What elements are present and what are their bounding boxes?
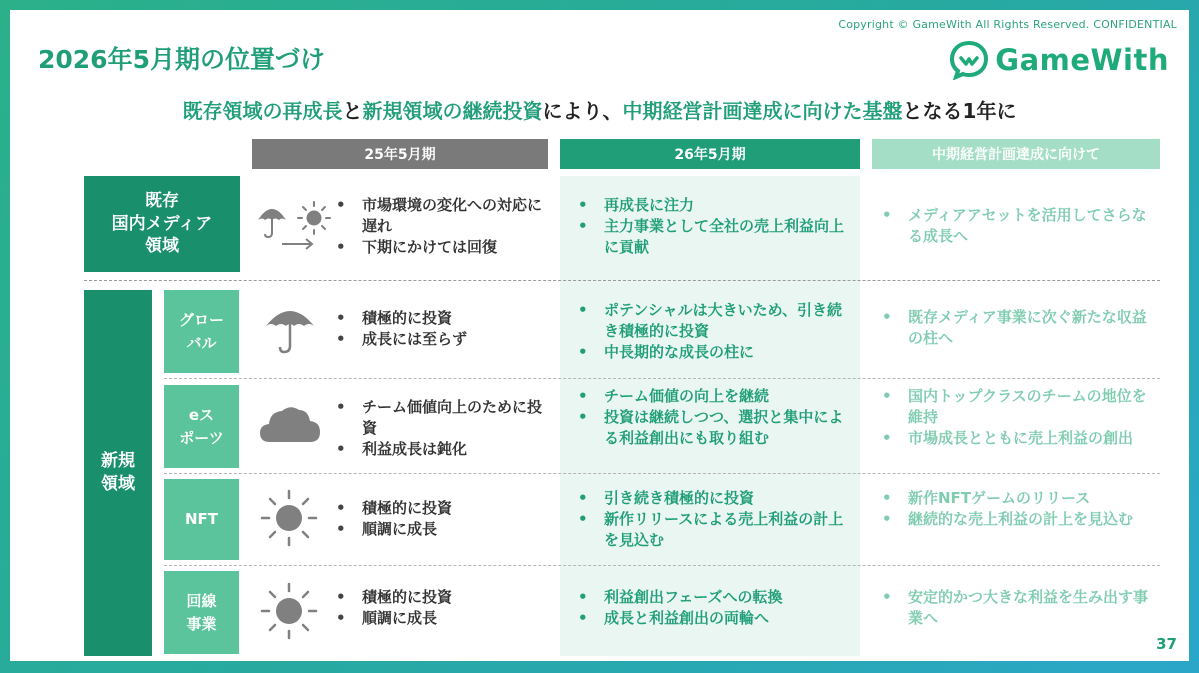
cell-global-fy26 xyxy=(574,300,854,363)
list-item: • 中長期的な成長の柱に xyxy=(574,342,854,363)
list-item: • チーム価値の向上を継続 xyxy=(574,386,854,407)
list-item: • 市場成長とともに売上利益の創出 xyxy=(878,428,1160,449)
list-item: • ポテンシャルは大きいため、引き続き積極的に投資 xyxy=(574,300,854,342)
gamewith-logo xyxy=(949,40,1169,80)
list-item: • 継続的な売上利益の計上を見込む xyxy=(878,509,1160,530)
page-number: 37 xyxy=(1156,635,1177,653)
cell-existing-fy26 xyxy=(574,195,854,258)
sublabel-esports-text: eス ポーツ xyxy=(179,406,224,447)
segment-new xyxy=(84,290,152,656)
subtitle-part6: となる1年に xyxy=(902,99,1017,123)
list-item: • 引き続き積極的に投資 xyxy=(574,488,854,509)
sublabel-nft xyxy=(164,479,239,560)
segment-existing-label: 既存 国内メディア 領域 xyxy=(111,190,213,257)
sublabel-nft-text: NFT xyxy=(184,510,219,529)
list-item: • 既存メディア事業に次ぐ新たな収益の柱へ xyxy=(878,307,1160,349)
slide xyxy=(10,10,1189,661)
cell-esports-fy26 xyxy=(574,386,854,449)
segment-new-label: 新規 領域 xyxy=(101,451,135,494)
list-item: • 国内トップクラスのチームの地位を維持 xyxy=(878,386,1160,428)
cell-network-fy25 xyxy=(332,587,544,629)
sublabel-network-text: 回線 事業 xyxy=(186,592,217,633)
list-item: • 新作リリースによる売上利益の計上を見込む xyxy=(574,509,854,551)
list-item: • 成長と利益創出の両輪へ xyxy=(574,608,854,629)
list-item: • 市場環境の変化への対応に遅れ xyxy=(332,195,544,237)
cell-existing-fy25 xyxy=(332,195,544,258)
list-item: • 下期にかけては回復 xyxy=(332,237,544,258)
cell-esports-midterm xyxy=(878,386,1160,449)
list-item: • 積極的に投資 xyxy=(332,587,544,608)
segment-existing-media xyxy=(84,176,240,272)
sun-icon xyxy=(260,489,318,547)
divider-row xyxy=(164,473,1160,474)
divider-row xyxy=(164,378,1160,379)
list-item: • 再成長に注力 xyxy=(574,195,854,216)
subtitle-part4: により、 xyxy=(542,99,623,123)
sublabel-global-text: グロー バル xyxy=(178,311,224,352)
divider-existing-new xyxy=(84,280,1160,281)
sublabel-global xyxy=(164,290,239,373)
list-item: • 順調に成長 xyxy=(332,608,544,629)
list-item: • 主力事業として全社の売上利益向上に貢献 xyxy=(574,216,854,258)
list-item: • チーム価値向上のために投資 xyxy=(332,397,544,439)
list-item: • 成長には至らず xyxy=(332,329,544,350)
column-header-midterm: 中期経営計画達成に向けて xyxy=(872,139,1160,169)
cell-network-midterm xyxy=(878,587,1160,629)
logo-text: GameWith xyxy=(995,43,1169,77)
cell-nft-fy26 xyxy=(574,488,854,551)
list-item: • 積極的に投資 xyxy=(332,498,544,519)
umbrella-icon xyxy=(262,300,318,356)
list-item: • 安定的かつ大きな利益を生み出す事業へ xyxy=(878,587,1160,629)
cell-esports-fy25 xyxy=(332,397,544,460)
subtitle-part1: 既存領域の再成長 xyxy=(182,99,343,123)
list-item: • 積極的に投資 xyxy=(332,308,544,329)
subtitle-part5: 中期経営計画達成に向けた基盤 xyxy=(622,99,903,123)
column-header-fy26: 26年5月期 xyxy=(560,139,860,169)
sublabel-network xyxy=(164,571,239,654)
sun-icon xyxy=(260,582,318,640)
cell-network-fy26 xyxy=(574,587,854,629)
cloud-icon xyxy=(258,402,322,446)
column-header-fy25: 25年5月期 xyxy=(252,139,548,169)
cell-existing-midterm xyxy=(878,205,1160,247)
subtitle-part2: と xyxy=(342,99,363,123)
list-item: • 投資は継続しつつ、選択と集中による利益創出にも取り組む xyxy=(574,407,854,449)
cell-nft-midterm xyxy=(878,488,1160,530)
umbrella-sun-icon xyxy=(252,196,332,256)
cell-global-fy25 xyxy=(332,308,544,350)
list-item: • 順調に成長 xyxy=(332,519,544,540)
cell-global-midterm xyxy=(878,307,1160,349)
gamewith-logo-icon xyxy=(949,40,989,80)
list-item: • 利益創出フェーズへの転換 xyxy=(574,587,854,608)
sublabel-esports xyxy=(164,385,239,468)
subtitle xyxy=(10,95,1189,124)
cell-nft-fy25 xyxy=(332,498,544,540)
subtitle-part3: 新規領域の継続投資 xyxy=(362,99,543,123)
list-item: • メディアアセットを活用してさらなる成長へ xyxy=(878,205,1160,247)
divider-row xyxy=(164,565,1160,566)
copyright-text: Copyright © GameWith All Rights Reserved. CONFIDENTIAL xyxy=(838,18,1177,31)
page-title: 2026年5月期の位置づけ xyxy=(38,45,325,74)
list-item: • 利益成長は鈍化 xyxy=(332,439,544,460)
list-item: • 新作NFTゲームのリリース xyxy=(878,488,1160,509)
